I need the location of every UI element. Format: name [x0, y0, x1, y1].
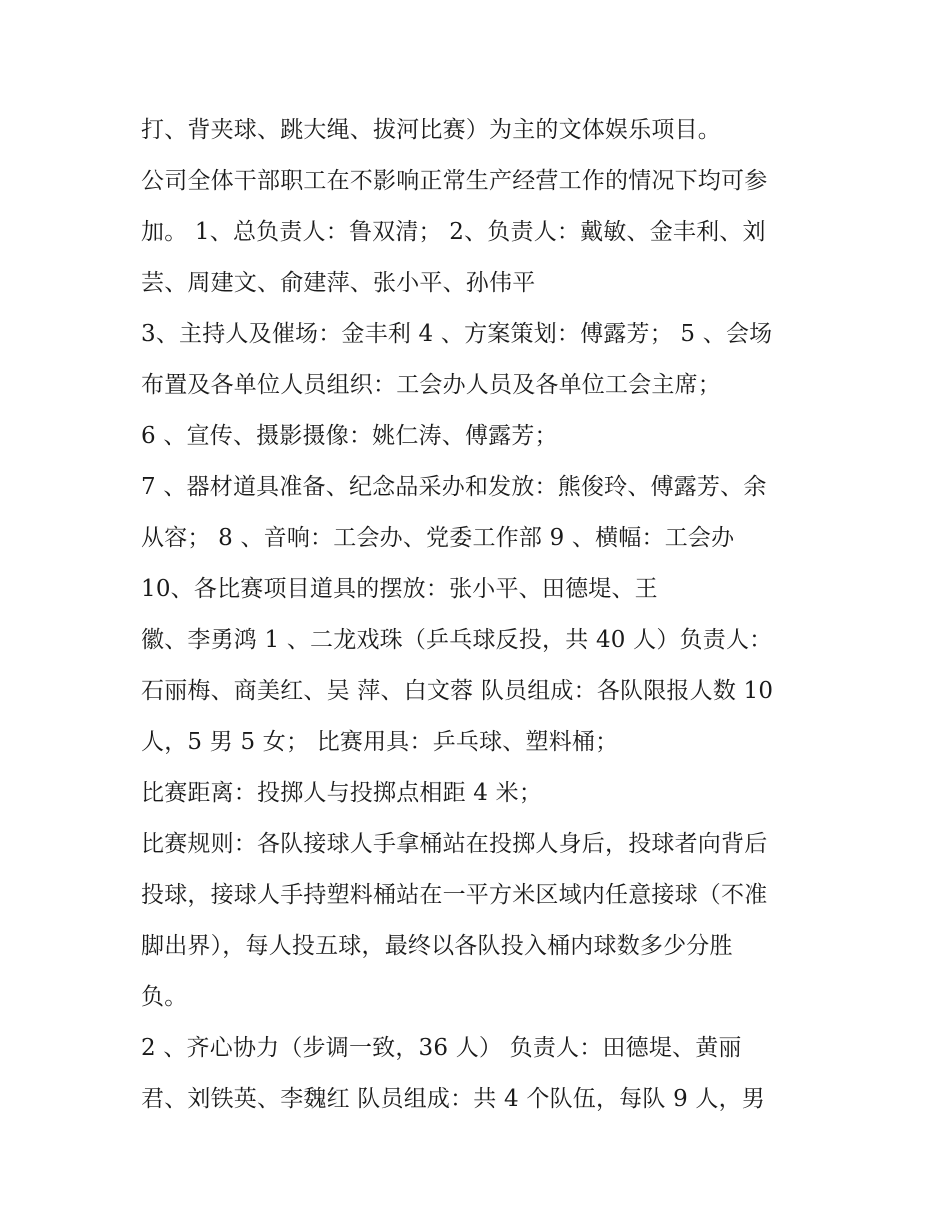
text-line: 投球，接球人手持塑料桶站在一平方米区域内任意接球（不准 — [141, 882, 768, 908]
text-line: 6 、宣传、摄影摄像：姚仁涛、傅露芳； — [141, 423, 558, 449]
text-line: 3、主持人及催场：金丰利 4 、方案策划：傅露芳； 5 、会场 — [141, 321, 773, 347]
text-line: 从容； 8 、音响：工会办、党委工作部 9 、横幅：工会办 — [141, 525, 735, 551]
text-line: 布置及各单位人员组织：工会办人员及各单位工会主席； — [141, 372, 721, 398]
text-line: 公司全体干部职工在不影响正常生产经营工作的情况下均可参 — [141, 168, 768, 194]
text-line: 徽、李勇鸿 1 、二龙戏珠（乒乓球反投，共 40 人）负责人： — [141, 627, 773, 653]
text-line: 加。 1、总负责人：鲁双清； 2、负责人：戴敏、金丰利、刘 — [141, 219, 766, 245]
text-line: 芸、周建文、俞建萍、张小平、孙伟平 — [141, 270, 536, 296]
text-line: 比赛距离：投掷人与投掷点相距 4 米； — [141, 780, 543, 806]
text-line: 打、背夹球、跳大绳、拔河比赛）为主的文体娱乐项目。 — [141, 117, 721, 143]
text-line: 7 、器材道具准备、纪念品采办和发放：熊俊玲、傅露芳、余 — [141, 474, 767, 500]
text-line: 君、刘铁英、李魏红 队员组成：共 4 个队伍，每队 9 人，男 — [141, 1086, 766, 1112]
text-line: 人，5 男 5 女； 比赛用具：乒乓球、塑料桶； — [141, 729, 619, 755]
text-line: 石丽梅、商美红、吴 萍、白文蓉 队员组成：各队限报人数 10 — [141, 678, 774, 704]
text-line: 10、各比赛项目道具的摆放：张小平、田德堤、王 — [141, 576, 658, 602]
text-line: 比赛规则：各队接球人手拿桶站在投掷人身后，投球者向背后 — [141, 831, 768, 857]
document-body — [141, 108, 831, 1128]
text-line: 2 、齐心协力（步调一致，36 人） 负责人：田德堤、黄丽 — [141, 1035, 742, 1061]
text-line: 负。 — [141, 984, 188, 1010]
text-line: 脚出界），每人投五球，最终以各队投入桶内球数多少分胜 — [141, 933, 733, 959]
